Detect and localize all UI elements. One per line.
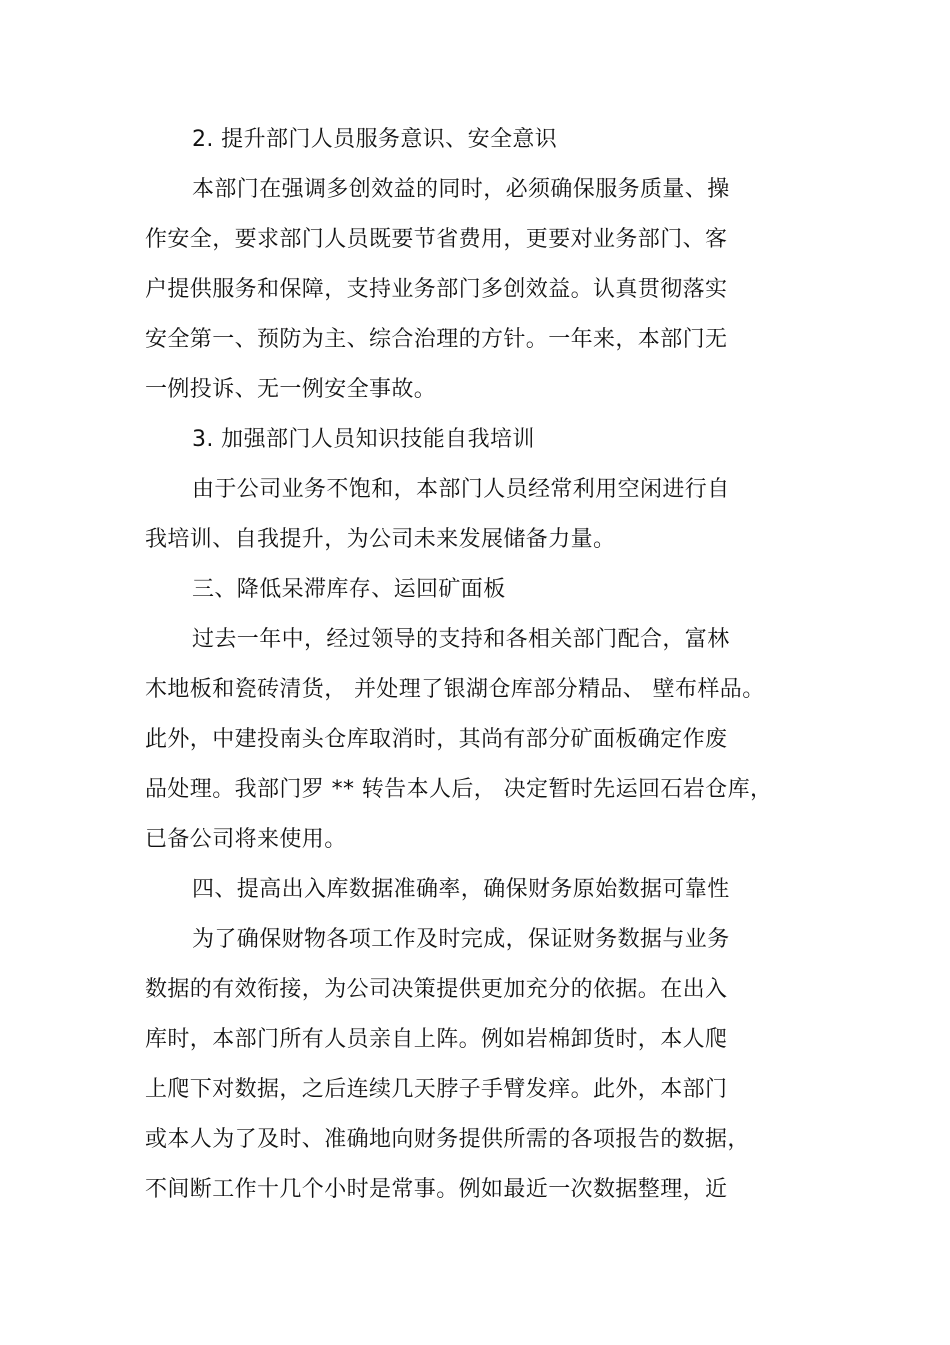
paragraph-line: 为了确保财物各项工作及时完成，保证财务数据与业务	[192, 927, 730, 952]
paragraph-line: 我培训、自我提升，为公司未来发展储备力量。	[145, 527, 616, 552]
paragraph-line: 过去一年中，经过领导的支持和各相关部门配合，富林	[192, 627, 730, 652]
paragraph-line: 数据的有效衔接，为公司决策提供更加充分的依据。在出入	[145, 977, 728, 1002]
paragraph-line: 一例投诉、无一例安全事故。	[145, 377, 437, 402]
paragraph-line: 木地板和瓷砖清货， 并处理了银湖仓库部分精品、 壁布样品。	[145, 677, 765, 702]
paragraph-line: 已备公司将来使用。	[145, 827, 347, 852]
section-heading-3: 三、降低呆滞库存、运回矿面板	[192, 577, 506, 602]
paragraph-line: 上爬下对数据，之后连续几天脖子手臂发痒。此外，本部门	[145, 1077, 728, 1102]
paragraph-line: 库时，本部门所有人员亲自上阵。例如岩棉卸货时，本人爬	[145, 1027, 728, 1052]
paragraph-line: 户提供服务和保障，支持业务部门多创效益。认真贯彻落实	[145, 277, 728, 302]
paragraph-line: 作安全，要求部门人员既要节省费用，更要对业务部门、客	[145, 227, 728, 252]
paragraph-line: 由于公司业务不饱和，本部门人员经常利用空闲进行自	[192, 477, 730, 502]
paragraph-line: 本部门在强调多创效益的同时，必须确保服务质量、操	[192, 177, 730, 202]
heading-2: 2. 提升部门人员服务意识、安全意识	[192, 127, 558, 152]
heading-3: 3. 加强部门人员知识技能自我培训	[192, 427, 535, 452]
section-heading-4: 四、提高出入库数据准确率，确保财务原始数据可靠性	[192, 877, 730, 902]
paragraph-line: 此外，中建投南头仓库取消时，其尚有部分矿面板确定作废	[145, 727, 728, 752]
paragraph-line: 不间断工作十几个小时是常事。例如最近一次数据整理，近	[145, 1177, 728, 1202]
paragraph-line: 或本人为了及时、准确地向财务提供所需的各项报告的数据，	[145, 1127, 750, 1152]
paragraph-line: 品处理。我部门罗 ** 转告本人后， 决定暂时先运回石岩仓库，	[145, 777, 773, 802]
paragraph-line: 安全第一、预防为主、综合治理的方针。一年来，本部门无	[145, 327, 728, 352]
